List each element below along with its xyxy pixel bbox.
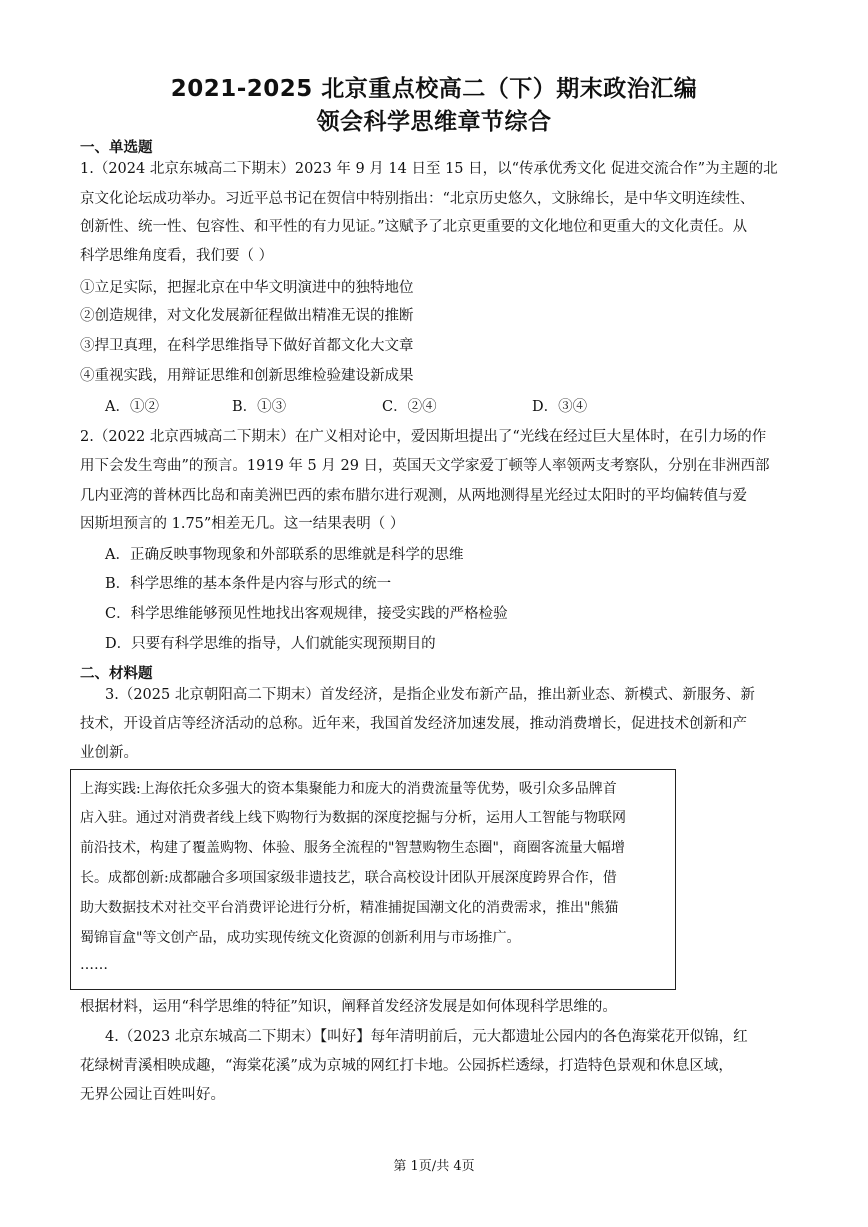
document-subtitle: 领会科学思维章节综合 bbox=[316, 109, 552, 135]
material-line: 前沿技术，构建了覆盖购物、体验、服务全流程的"智慧购物生态圈"，商圈客流量大幅增 bbox=[80, 840, 625, 856]
q1-stem-line: 1.（2024 北京东城高二下期末）2023 年 9 月 14 日至 15 日，以“传承优秀文化 促进交流合作”为主题的北 bbox=[80, 161, 778, 177]
q1-option-b[interactable]: B．①③ bbox=[232, 399, 287, 415]
q1-statement: ②创造规律，对文化发展新征程做出精准无误的推断 bbox=[80, 308, 414, 324]
q1-statement: ①立足实际，把握北京在中华文明演进中的独特地位 bbox=[80, 280, 414, 296]
q2-option-c[interactable]: C．科学思维能够预见性地找出客观规律，接受实践的严格检验 bbox=[105, 606, 508, 622]
q4-stem-line: 4.（2023 北京东城高二下期末）【叫好】每年清明前后，元大都遗址公园内的各色海棠花开似锦，红 bbox=[105, 1029, 748, 1045]
q1-statement: ④重视实践，用辩证思维和创新思维检验建设新成果 bbox=[80, 368, 414, 384]
q1-option-c[interactable]: C．②④ bbox=[382, 399, 437, 415]
material-line: 蜀锦盲盒"等文创产品，成功实现传统文化资源的创新利用与市场推广。 bbox=[80, 930, 521, 946]
section-heading-single-choice: 一、单选题 bbox=[80, 140, 153, 156]
q2-option-b[interactable]: B．科学思维的基本条件是内容与形式的统一 bbox=[105, 576, 392, 592]
q2-stem-line: 因斯坦预言的 1.75”相差无几。这一结果表明（ ） bbox=[80, 516, 405, 532]
q2-option-a[interactable]: A．正确反映事物现象和外部联系的思维就是科学的思维 bbox=[105, 547, 464, 563]
material-line: 上海实践:上海依托众多强大的资本集聚能力和庞大的消费流量等优势，吸引众多品牌首 bbox=[80, 781, 617, 797]
q1-option-a[interactable]: A．①② bbox=[105, 399, 159, 415]
q2-stem-line: 用下会发生弯曲”的预言。1919 年 5 月 29 日，英国天文学家爱丁顿等人率领两支考察队，分别在非洲西部 bbox=[80, 458, 770, 474]
q4-stem-line: 花绿树青溪相映成趣，“海棠花溪”成为京城的网红打卡地。公园拆栏透绿，打造特色景观和休息区域， bbox=[80, 1058, 733, 1074]
q1-statement: ③捍卫真理，在科学思维指导下做好首都文化大文章 bbox=[80, 338, 414, 354]
material-line: 店入驻。通过对消费者线上线下购物行为数据的深度挖掘与分析，运用人工智能与物联网 bbox=[80, 810, 626, 826]
q1-stem-line: 创新性、统一性、包容性、和平性的有力见证。”这赋予了北京更重要的文化地位和更重大的文化责任。从 bbox=[80, 219, 748, 235]
material-line: 助大数据技术对社交平台消费评论进行分析，精准捕捉国潮文化的消费需求，推出"熊猫 bbox=[80, 900, 619, 916]
q3-stem-line: 业创新。 bbox=[80, 745, 138, 761]
material-line: 长。成都创新:成都融合多项国家级非遗技艺，联合高校设计团队开展深度跨界合作，借 bbox=[80, 870, 617, 886]
q1-option-d[interactable]: D．③④ bbox=[532, 399, 588, 415]
material-ellipsis: …… bbox=[80, 957, 108, 973]
q3-stem-line: 3.（2025 北京朝阳高二下期末）首发经济，是指企业发布新产品，推出新业态、新模式、新服务、新 bbox=[105, 687, 755, 703]
document-title: 2021-2025 北京重点校高二（下）期末政治汇编 bbox=[170, 76, 698, 102]
q1-stem-line: 科学思维角度看，我们要（ ） bbox=[80, 248, 274, 264]
q1-stem-line: 京文化论坛成功举办。习近平总书记在贺信中特别指出：“北京历史悠久，文脉绵长，是中华文明连续性、 bbox=[80, 191, 755, 207]
q2-stem-line: 2.（2022 北京西城高二下期末）在广义相对论中，爱因斯坦提出了“光线在经过巨大星体时，在引力场的作 bbox=[80, 429, 767, 445]
q2-stem-line: 几内亚湾的普林西比岛和南美洲巴西的索布腊尔进行观测，从两地测得星光经过太阳时的平均偏转值与爱 bbox=[80, 488, 747, 504]
q4-stem-line: 无界公园让百姓叫好。 bbox=[80, 1087, 225, 1103]
q3-question: 根据材料，运用“科学思维的特征”知识，阐释首发经济发展是如何体现科学思维的。 bbox=[80, 999, 617, 1015]
q2-option-d[interactable]: D．只要有科学思维的指导，人们就能实现预期目的 bbox=[105, 636, 436, 652]
q1-options bbox=[105, 395, 587, 416]
q3-stem-line: 技术，开设首店等经济活动的总称。近年来，我国首发经济加速发展，推动消费增长，促进技术创新和产 bbox=[80, 716, 747, 732]
page-footer: 第 1页/共 4页 bbox=[393, 1159, 475, 1174]
section-heading-material: 二、材料题 bbox=[80, 666, 153, 682]
